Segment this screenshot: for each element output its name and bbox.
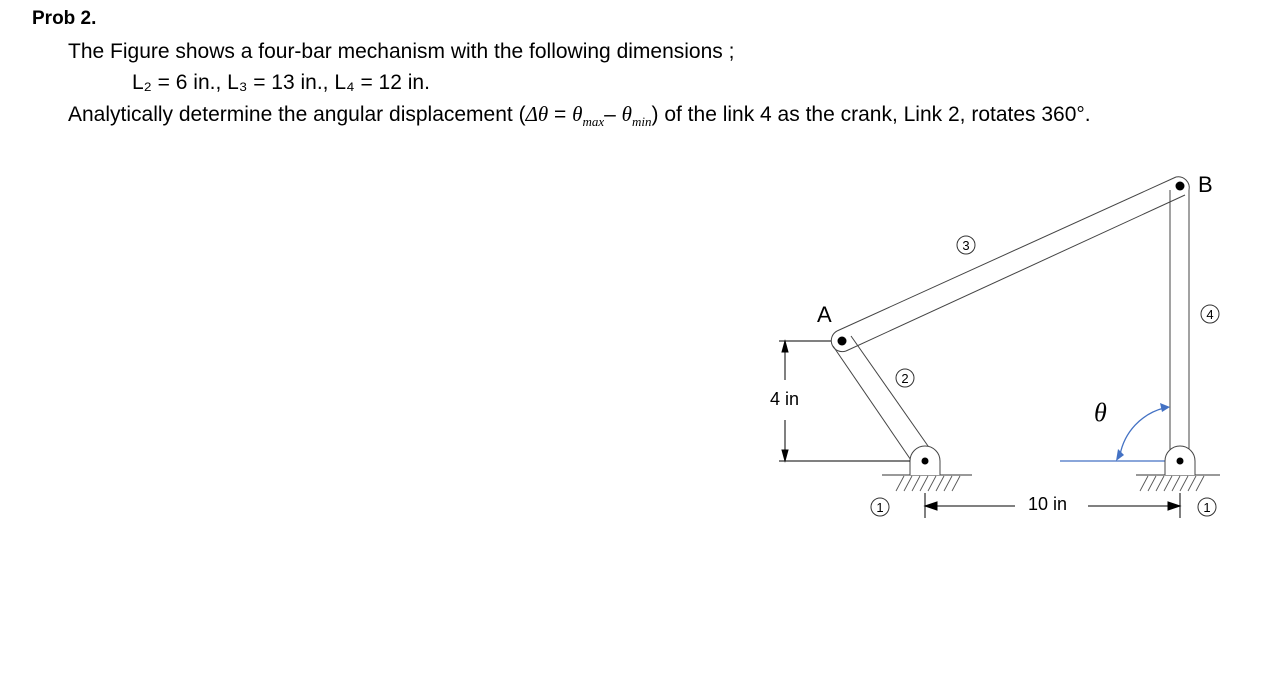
pivot-support-right [1165,446,1195,475]
problem-title: Prob 2. [32,8,97,29]
dim-l3: L₃ = 13 in., [227,71,329,94]
delta-theta-symbol: Δθ [525,102,549,126]
ground-right-label: 1 [1203,500,1211,515]
link-3 [831,177,1185,352]
link-2-marker [896,369,914,387]
dim-l2: L₂ = 6 in., [132,71,222,94]
dimension-4in-label: 4 in [770,389,800,409]
ground-left-label: 1 [876,500,884,515]
dim-l4: L₄ = 12 in. [334,71,430,94]
dimension-10in-label: 10 in [1028,494,1068,514]
subscript-min: min [632,114,652,130]
link-2-label: 2 [901,371,909,386]
theta-label: θ [1094,398,1107,427]
task-prefix: Analytically determine the angular displacement ( [68,103,526,126]
point-b-label: B [1198,172,1213,197]
link-4-marker [1201,305,1219,323]
theta-min-symbol: θ [621,102,632,126]
problem-statement-line: The Figure shows a four-bar mechanism with the following dimensions ; [68,40,735,63]
joint-b [1176,182,1185,191]
ground-right [1136,475,1220,491]
minus-sign: – [604,103,622,126]
link-3-marker [957,236,975,254]
link-4 [1170,177,1189,462]
subscript-max: max [582,114,605,130]
link-4-label: 4 [1206,307,1214,322]
link-3-label: 3 [962,238,970,253]
ground-right-marker [1198,498,1216,516]
point-a-label: A [817,302,832,327]
pivot-support-left [910,446,940,475]
ground-left [882,475,972,491]
equals: = [548,103,573,126]
joint-a [838,337,847,346]
ground-left-marker [871,498,889,516]
theta-arc [1116,403,1170,461]
task-suffix: ) of the link 4 as the crank, Link 2, rotates 360°. [651,103,1091,126]
theta-max-symbol: θ [572,102,583,126]
